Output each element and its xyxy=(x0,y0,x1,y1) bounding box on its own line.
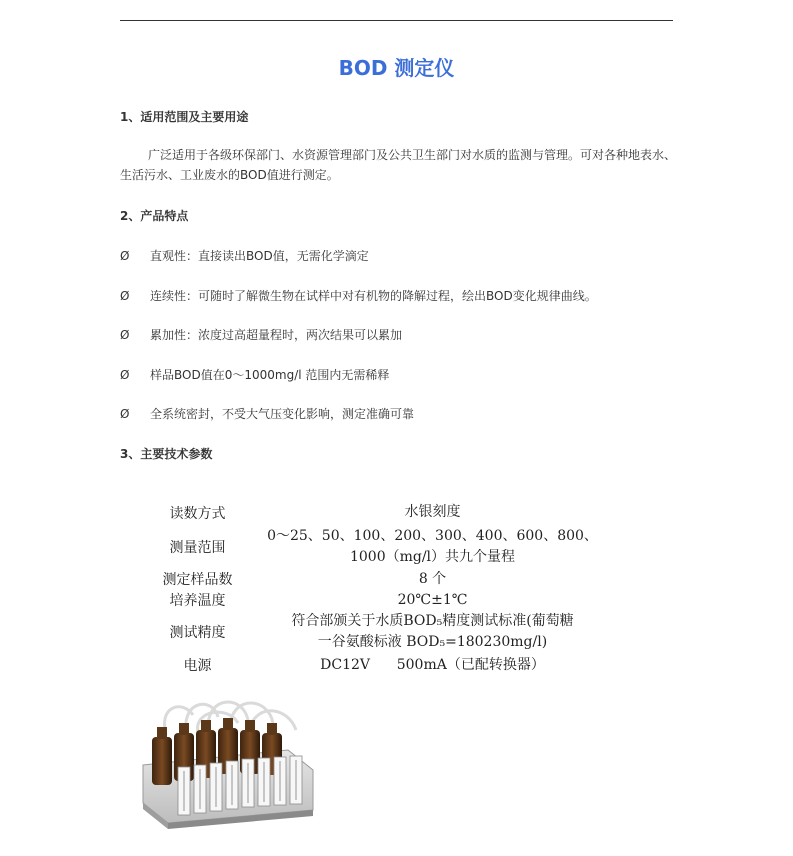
section-heading-usage: 1、适用范围及主要用途 xyxy=(120,110,249,124)
spec-value: 水银刻度 xyxy=(404,504,461,520)
usage-text: 广泛适用于各级环保部门、水资源管理部门及公共卫生部门对水质的监测与管理。可对各种地表水、生活污水、工业废水的BOD值进行测定。 xyxy=(120,148,677,182)
spec-label: 读数方式 xyxy=(169,505,226,522)
spec-row-samples xyxy=(140,569,610,589)
feature-item: Ø 累加性：浓度过高超量程时，两次结果可以累加 xyxy=(120,328,403,342)
spec-value: 0～25、50、100、200、300、400、600、800、 1000（mg/l）共九个量程 xyxy=(267,528,598,565)
bullet-icon: Ø xyxy=(120,289,130,303)
usage-paragraph xyxy=(120,145,680,185)
section-heading-specs: 3、主要技术参数 xyxy=(120,447,213,461)
spec-row-range xyxy=(140,525,610,569)
spec-value: 20℃±1℃ xyxy=(397,591,468,608)
bullet-icon: Ø xyxy=(120,368,130,382)
section-heading-features: 2、产品特点 xyxy=(120,209,189,223)
spec-row-accuracy xyxy=(140,611,610,653)
spec-label: 培养温度 xyxy=(169,593,226,609)
bullet-icon: Ø xyxy=(120,407,130,421)
bod-instrument-image xyxy=(138,695,318,830)
spec-table xyxy=(140,500,610,677)
spec-label: 测量范围 xyxy=(169,540,226,556)
top-divider xyxy=(120,20,673,21)
feature-item: Ø 全系统密封，不受大气压变化影响，测定准确可靠 xyxy=(120,407,415,421)
feature-item: Ø 连续性：可随时了解微生物在试样中对有机物的降解过程，绘出BOD变化规律曲线。 xyxy=(120,289,597,303)
spec-value: 8 个 xyxy=(418,570,447,587)
spec-label: 测定样品数 xyxy=(162,572,233,588)
spec-row-power xyxy=(140,653,610,677)
bullet-icon: Ø xyxy=(120,328,130,342)
spec-label: 电源 xyxy=(183,658,212,674)
bullet-icon: Ø xyxy=(120,249,130,263)
feature-item: Ø 直观性：直接读出BOD值，无需化学滴定 xyxy=(120,249,369,263)
spec-label: 测试精度 xyxy=(169,625,226,641)
feature-item: Ø 样品BOD值在0～1000mg/l 范围内无需稀释 xyxy=(120,368,390,382)
spec-value: DC12V 500mA（已配转换器） xyxy=(320,656,545,673)
spec-row-temperature xyxy=(140,589,610,611)
spec-row-reading xyxy=(140,500,610,525)
page-title: BOD 测定仪 xyxy=(338,56,455,80)
spec-value: 符合部颁关于水质BOD₅精度测试标准(葡萄糖 一谷氨酸标液 BOD₅=180230mg/l) xyxy=(291,613,574,650)
